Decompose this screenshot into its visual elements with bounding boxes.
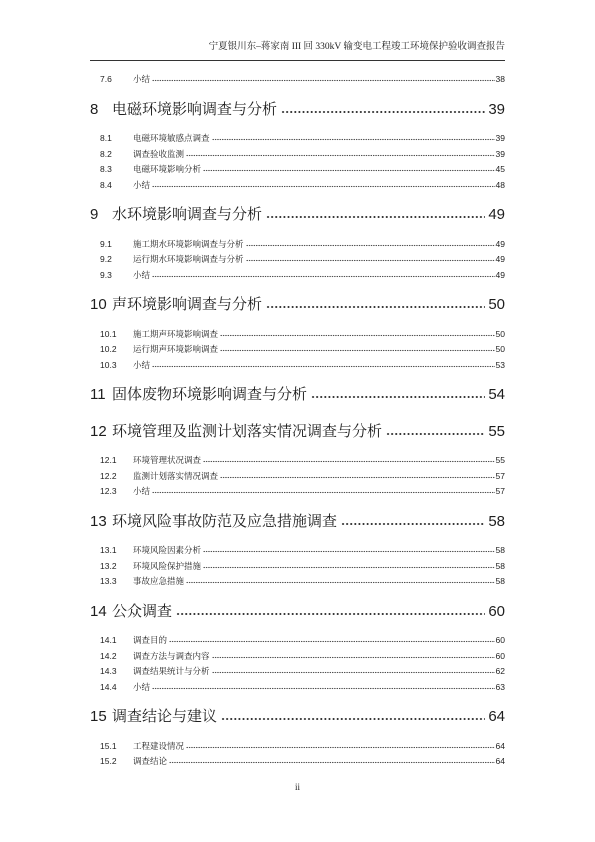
toc-dot-leader xyxy=(281,110,485,114)
toc-dot-leader xyxy=(212,671,495,674)
toc-entry-page: 53 xyxy=(495,359,505,370)
toc-entry-page: 50 xyxy=(495,344,505,354)
toc-chapter-entry xyxy=(90,380,505,410)
toc-entry-page: 57 xyxy=(495,486,505,496)
toc-entry-page: 63 xyxy=(495,681,505,692)
toc-entry-number: 8.4 xyxy=(100,179,112,190)
toc-section-entry xyxy=(90,178,505,194)
toc-section-entry xyxy=(90,559,505,575)
toc-section-entry xyxy=(90,574,505,590)
toc-dot-leader xyxy=(341,522,485,526)
toc-entry-page: 57 xyxy=(495,470,505,481)
toc-entry-page: 58 xyxy=(488,512,505,530)
toc-section-entry xyxy=(90,268,505,284)
toc-section-entry xyxy=(90,453,505,469)
toc-entry-page: 55 xyxy=(488,422,505,440)
toc-dot-leader xyxy=(169,640,495,643)
page-number: ii xyxy=(294,782,300,792)
toc-dot-leader xyxy=(152,687,495,690)
toc-entry-number: 9 xyxy=(90,206,99,223)
toc-entry-number: 12 xyxy=(90,422,107,440)
toc-entry-title: 环境管理及监测计划落实情况调查与分析 xyxy=(112,422,383,440)
toc-entry-title: 调查验收监测 xyxy=(133,148,185,159)
toc-entry-number: 10.2 xyxy=(100,344,117,354)
toc-dot-leader xyxy=(266,215,485,219)
toc-dot-leader xyxy=(220,349,495,352)
toc-entry-title: 电磁环境影响分析 xyxy=(133,164,202,174)
toc-section-entry xyxy=(90,327,505,343)
toc-entry-page: 39 xyxy=(495,148,505,159)
toc-entry-title: 调查结论与建议 xyxy=(112,708,218,725)
toc-entry-page: 64 xyxy=(495,740,505,751)
toc-section-entry xyxy=(90,664,505,680)
toc-dot-leader xyxy=(203,169,495,172)
toc-chapter-entry xyxy=(90,597,505,627)
toc-entry-title: 事故应急措施 xyxy=(133,576,185,586)
toc-entry-number: 9.2 xyxy=(100,254,112,264)
toc-dot-leader xyxy=(212,656,495,659)
toc-entry-title: 电磁环境影响调查与分析 xyxy=(112,100,278,118)
toc-entry-page: 58 xyxy=(495,576,505,586)
toc-entry-page: 60 xyxy=(495,635,505,645)
toc-entry-number: 7.6 xyxy=(100,74,112,84)
toc-entry-title: 运行期水环境影响调查与分析 xyxy=(133,254,244,264)
toc-dot-leader xyxy=(186,581,495,584)
toc-entry-page: 39 xyxy=(495,133,505,143)
toc-entry-page: 49 xyxy=(495,238,505,249)
header-rule xyxy=(90,60,505,61)
toc-entry-title: 环境管理状况调查 xyxy=(133,455,202,465)
toc-entry-title: 水环境影响调查与分析 xyxy=(112,206,263,223)
toc-entry-page: 55 xyxy=(495,455,505,465)
toc-section-entry xyxy=(90,754,505,770)
toc-entry-number: 15.1 xyxy=(100,740,117,751)
toc-section-entry xyxy=(90,680,505,696)
toc-entry-number: 14 xyxy=(90,602,107,620)
toc-entry-title: 监测计划落实情况调查 xyxy=(133,470,219,481)
toc-entry-title: 小结 xyxy=(133,179,151,190)
toc-entry-number: 12.3 xyxy=(100,486,117,496)
toc-dot-leader xyxy=(152,491,495,494)
toc-dot-leader xyxy=(220,476,495,479)
toc-chapter-entry xyxy=(90,290,505,320)
toc-entry-number: 8.1 xyxy=(100,133,112,143)
toc-dot-leader xyxy=(386,432,485,436)
toc-dot-leader xyxy=(169,761,495,764)
toc-section-entry xyxy=(90,342,505,358)
toc-entry-page: 38 xyxy=(495,74,505,84)
toc-section-entry xyxy=(90,358,505,374)
toc-entry-number: 13.3 xyxy=(100,576,117,586)
toc-section-entry xyxy=(90,649,505,665)
toc-section-entry xyxy=(90,237,505,253)
toc-dot-leader xyxy=(221,717,485,721)
toc-entry-title: 施工期水环境影响调查与分析 xyxy=(133,238,244,249)
toc-entry-title: 小结 xyxy=(133,359,151,370)
toc-section-entry xyxy=(90,484,505,500)
toc-section-entry xyxy=(90,131,505,147)
toc-chapter-entry xyxy=(90,95,505,125)
toc-entry-number: 10 xyxy=(90,296,107,313)
toc-section-entry xyxy=(90,469,505,485)
toc-entry-number: 14.1 xyxy=(100,635,117,645)
toc-entry-title: 运行期声环境影响调查 xyxy=(133,344,219,354)
toc-dot-leader xyxy=(246,259,495,262)
toc-entry-title: 小结 xyxy=(133,681,151,692)
toc-dot-leader xyxy=(203,460,495,463)
toc-entry-number: 10.3 xyxy=(100,359,117,370)
toc-entry-number: 14.4 xyxy=(100,681,117,692)
toc-entry-number: 15.2 xyxy=(100,756,117,766)
toc-dot-leader xyxy=(220,334,495,337)
toc-dot-leader xyxy=(186,746,495,749)
toc-entry-title: 电磁环境敏感点调查 xyxy=(133,133,210,143)
toc-dot-leader xyxy=(212,138,495,141)
toc-entry-title: 工程建设情况 xyxy=(133,740,185,751)
toc-entry-page: 60 xyxy=(495,650,505,661)
toc-entry-title: 小结 xyxy=(133,486,151,496)
toc-section-entry xyxy=(90,162,505,178)
toc-entry-title: 调查结果统计与分析 xyxy=(133,666,210,676)
toc-chapter-entry xyxy=(90,507,505,537)
toc-entry-number: 8.2 xyxy=(100,148,112,159)
toc-entry-number: 15 xyxy=(90,708,107,725)
toc-section-entry xyxy=(90,72,505,88)
toc-section-entry xyxy=(90,633,505,649)
toc-entry-page: 58 xyxy=(495,545,505,555)
toc-entry-title: 环境风险因素分析 xyxy=(133,545,202,555)
toc-dot-leader xyxy=(311,395,485,399)
toc-chapter-entry xyxy=(90,702,505,732)
table-of-contents xyxy=(90,72,505,770)
toc-entry-page: 48 xyxy=(495,179,505,190)
toc-entry-number: 13.1 xyxy=(100,545,117,555)
toc-section-entry xyxy=(90,147,505,163)
toc-entry-page: 49 xyxy=(488,206,505,223)
toc-entry-title: 施工期声环境影响调查 xyxy=(133,328,219,339)
toc-entry-number: 14.3 xyxy=(100,666,117,676)
toc-dot-leader xyxy=(152,185,495,188)
toc-dot-leader xyxy=(203,566,495,569)
toc-dot-leader xyxy=(266,305,485,309)
toc-entry-page: 45 xyxy=(495,164,505,174)
toc-entry-number: 9.1 xyxy=(100,238,112,249)
toc-entry-page: 49 xyxy=(495,254,505,264)
toc-entry-number: 12.1 xyxy=(100,455,117,465)
toc-dot-leader xyxy=(186,154,495,157)
toc-entry-number: 13.2 xyxy=(100,560,117,571)
toc-entry-title: 环境风险事故防范及应急措施调查 xyxy=(112,512,338,530)
toc-entry-title: 调查方法与调查内容 xyxy=(133,650,210,661)
toc-entry-title: 小结 xyxy=(133,74,151,84)
toc-entry-title: 固体废物环境影响调查与分析 xyxy=(112,386,308,403)
toc-section-entry xyxy=(90,252,505,268)
toc-entry-number: 12.2 xyxy=(100,470,117,481)
toc-dot-leader xyxy=(176,612,485,616)
toc-entry-page: 62 xyxy=(495,666,505,676)
toc-entry-number: 13 xyxy=(90,512,107,530)
toc-dot-leader xyxy=(152,79,495,82)
toc-entry-page: 58 xyxy=(495,560,505,571)
toc-entry-page: 64 xyxy=(488,708,505,725)
toc-entry-number: 8 xyxy=(90,100,99,118)
toc-dot-leader xyxy=(203,550,495,553)
toc-entry-title: 小结 xyxy=(133,269,151,280)
toc-entry-title: 公众调查 xyxy=(112,602,173,620)
toc-chapter-entry xyxy=(90,417,505,447)
toc-entry-title: 调查结论 xyxy=(133,756,168,766)
running-header: 宁夏银川东–蒋家南 III 回 330kV 输变电工程竣工环境保护验收调查报告 xyxy=(208,42,505,52)
toc-entry-number: 14.2 xyxy=(100,650,117,661)
toc-section-entry xyxy=(90,739,505,755)
toc-section-entry xyxy=(90,543,505,559)
toc-entry-number: 11 xyxy=(90,386,106,403)
toc-entry-number: 9.3 xyxy=(100,269,112,280)
toc-entry-page: 60 xyxy=(488,602,505,620)
toc-entry-page: 50 xyxy=(488,296,505,313)
toc-entry-title: 声环境影响调查与分析 xyxy=(112,296,263,313)
toc-entry-page: 50 xyxy=(495,328,505,339)
toc-entry-page: 54 xyxy=(488,386,505,403)
toc-dot-leader xyxy=(152,275,495,278)
toc-entry-page: 64 xyxy=(495,756,505,766)
toc-entry-page: 49 xyxy=(495,269,505,280)
toc-entry-title: 调查目的 xyxy=(133,635,168,645)
toc-entry-number: 10.1 xyxy=(100,328,117,339)
toc-dot-leader xyxy=(152,365,495,368)
toc-entry-title: 环境风险保护措施 xyxy=(133,560,202,571)
toc-chapter-entry xyxy=(90,200,505,230)
toc-entry-page: 39 xyxy=(488,100,505,118)
toc-entry-number: 8.3 xyxy=(100,164,112,174)
toc-dot-leader xyxy=(246,244,495,247)
